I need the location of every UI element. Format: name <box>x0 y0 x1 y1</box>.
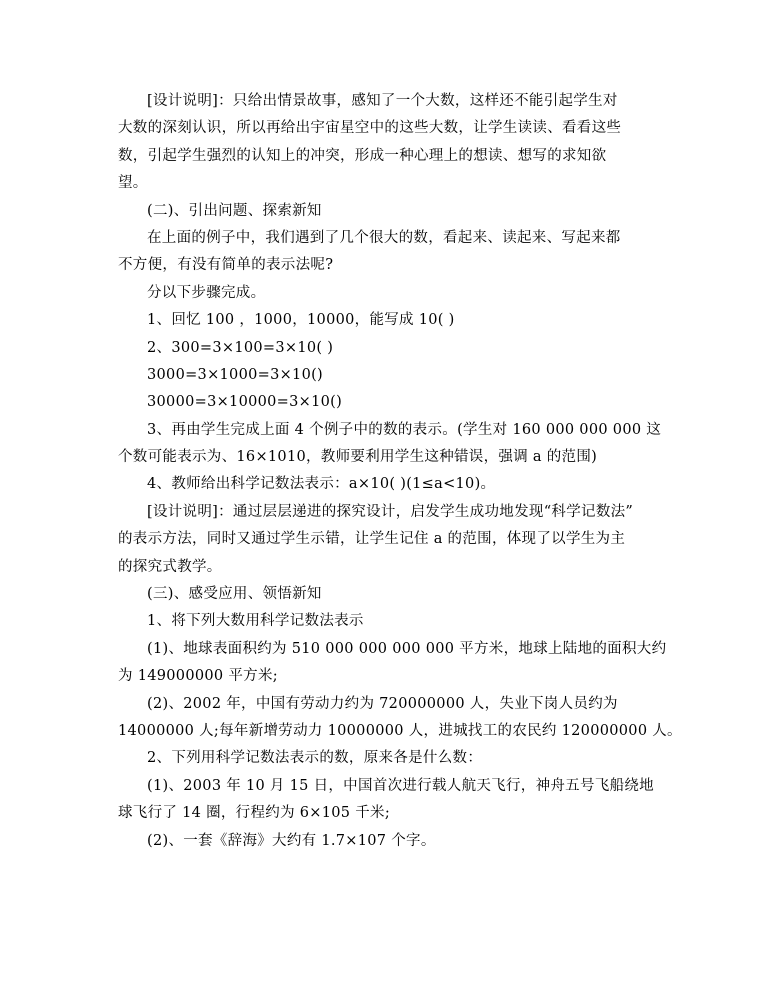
text-line: (三)、感受应用、领悟新知 <box>147 586 322 603</box>
text-line: [设计说明]：通过层层递进的探究设计，启发学生成功地发现“科学记数法” <box>147 503 634 520</box>
text-line: (1)、2003 年 10 月 15 日，中国首次进行载人航天飞行，神舟五号飞船绕地 <box>147 777 654 794</box>
text-line: 2、300=3×100=3×10( ) <box>147 339 334 356</box>
text-line: 4、教师给出科学记数法表示：a×10( )(1≤a<10)。 <box>147 476 496 493</box>
text-line: 个数可能表示为、16×1010，教师要利用学生这种错误，强调 a 的范围) <box>118 449 598 466</box>
text-line: 3000=3×1000=3×10() <box>147 366 324 383</box>
text-line: (二)、引出问题、探索新知 <box>147 202 322 219</box>
text-line: (2)、2002 年，中国有劳动力约为 720000000 人，失业下岗人员约为 <box>147 695 618 712</box>
text-line: 不方便，有没有简单的表示法呢? <box>118 257 334 274</box>
text-line: 大数的深刻认识，所以再给出宇宙星空中的这些大数，让学生读读、看看这些 <box>118 120 622 137</box>
text-line: 球飞行了 14 圈，行程约为 6×105 千米; <box>118 805 391 822</box>
text-line: 数，引起学生强烈的认知上的冲突，形成一种心理上的想读、想写的求知欲 <box>118 147 607 164</box>
text-line: 分以下步骤完成。 <box>147 284 266 301</box>
text-line: [设计说明]：只给出情景故事，感知了一个大数，这样还不能引起学生对 <box>147 93 618 109</box>
text-line: 为 149000000 平方米; <box>118 668 278 685</box>
text-line: 1、回忆 100 ，1000，10000，能写成 10( ) <box>147 312 455 329</box>
text-line: 的探究式教学。 <box>118 558 222 575</box>
document-body <box>118 88 682 855</box>
text-line: 望。 <box>118 175 148 192</box>
text-line: 2、下列用科学记数法表示的数，原来各是什么数： <box>147 750 483 767</box>
text-line: 1、将下列大数用科学记数法表示 <box>147 613 364 630</box>
text-line: 3、再由学生完成上面 4 个例子中的数的表示。(学生对 160 000 000 000 这 <box>147 421 662 438</box>
text-line: 在上面的例子中，我们遇到了几个很大的数，看起来、读起来、写起来都 <box>147 229 621 246</box>
text-line: (2)、一套《辞海》大约有 1.7×107 个字。 <box>147 832 436 849</box>
text-line: 14000000 人;每年新增劳动力 10000000 人，进城找工的农民约 120000000 人。 <box>118 722 682 739</box>
text-line: 30000=3×10000=3×10() <box>147 394 343 411</box>
text-line: (1)、地球表面积约为 510 000 000 000 000 平方米，地球上陆地的面积大约 <box>147 640 667 657</box>
text-line: 的表示方法，同时又通过学生示错，让学生记住 a 的范围，体现了以学生为主 <box>118 531 626 548</box>
